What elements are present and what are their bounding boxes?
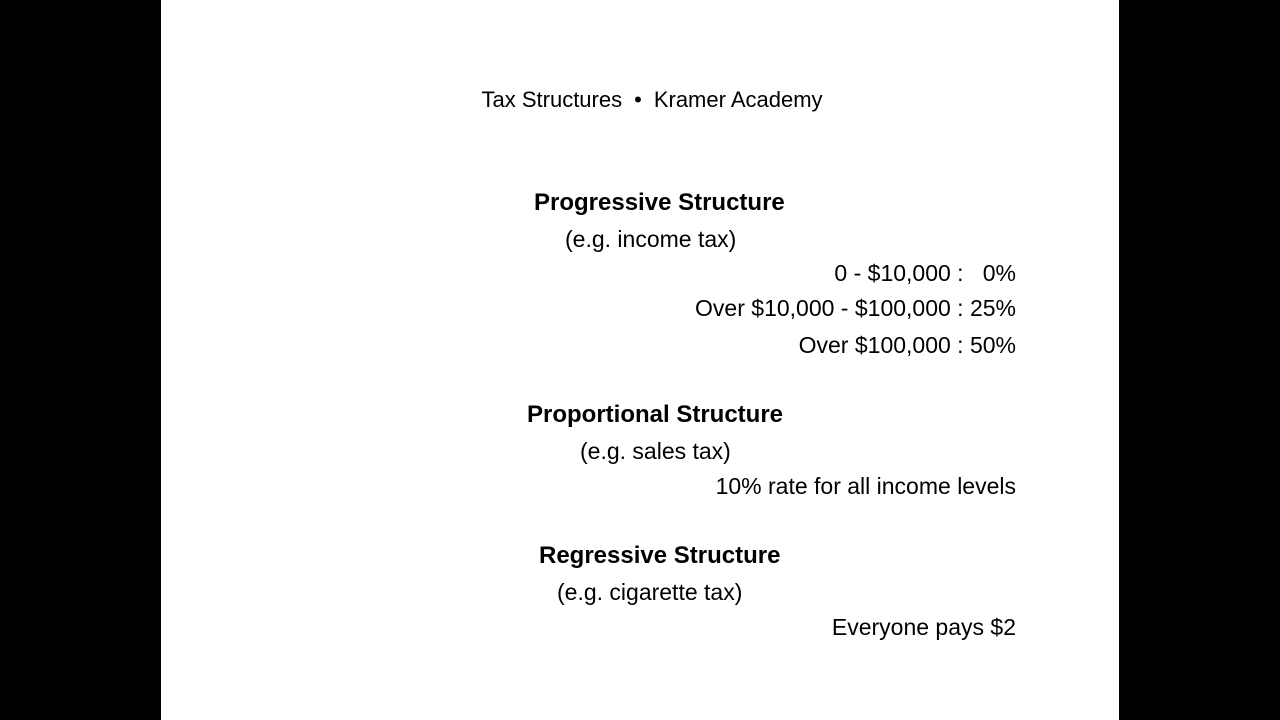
progressive-bracket-1: 0 - $10,000 : 0%: [834, 260, 1016, 286]
progressive-bracket-2: Over $10,000 - $100,000 : 25%: [695, 295, 1016, 321]
regressive-heading: Regressive Structure: [539, 542, 781, 569]
header-separator: •: [634, 87, 642, 112]
proportional-detail: 10% rate for all income levels: [715, 473, 1016, 499]
regressive-example: (e.g. cigarette tax): [557, 579, 743, 605]
header-author: Kramer Academy: [653, 87, 823, 112]
slide-header: [161, 58, 1119, 142]
progressive-bracket-3: Over $100,000 : 50%: [798, 332, 1016, 358]
regressive-detail: Everyone pays $2: [831, 614, 1016, 640]
slide: [161, 0, 1119, 720]
proportional-example: (e.g. sales tax): [580, 438, 731, 464]
proportional-heading: Proportional Structure: [527, 401, 784, 428]
header-title: Tax Structures: [481, 87, 623, 112]
progressive-heading: Progressive Structure: [534, 189, 785, 216]
progressive-example: (e.g. income tax): [565, 226, 737, 252]
